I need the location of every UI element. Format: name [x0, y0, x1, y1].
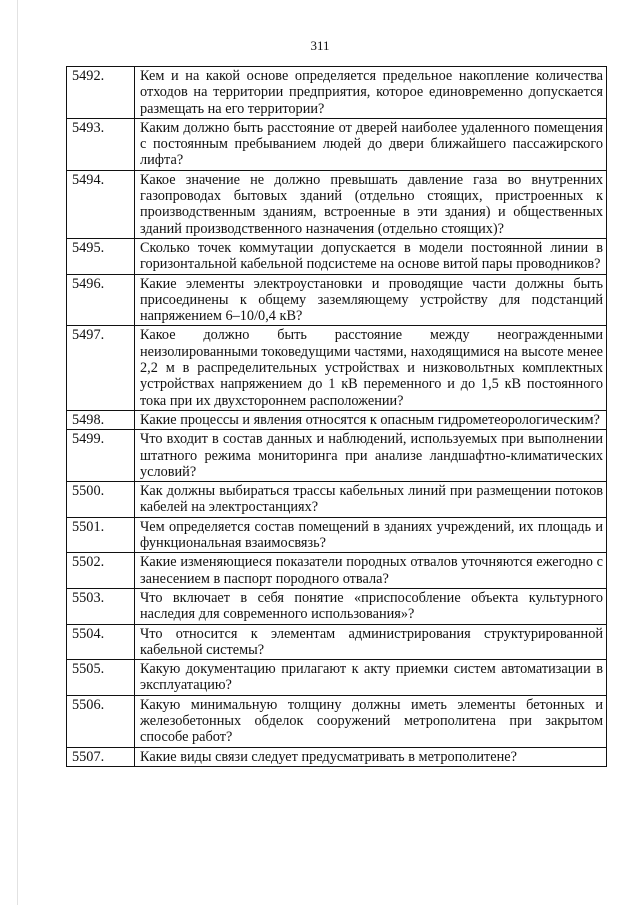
table-row — [67, 326, 607, 410]
question-text: Сколько точек коммутации допускается в модели постоянной линии в горизонтальной кабельной подсистеме на основе витой пары проводников? — [135, 238, 607, 274]
question-text: Какие процессы и явления относятся к опасным гидрометеорологическим? — [135, 410, 607, 429]
question-text: Какое значение не должно превышать давление газа во внутренних газопроводах бытовых зданий (отдельно стоящих, пристроенных к производственным зданиям, встроенные в эти здания) и общественных зданий производственного назначения (отдельно стоящих)? — [135, 170, 607, 238]
question-number: 5504. — [67, 624, 135, 660]
table-row — [67, 238, 607, 274]
table-row — [67, 410, 607, 429]
question-number: 5499. — [67, 430, 135, 482]
table-row — [67, 67, 607, 119]
question-text: Каким должно быть расстояние от дверей наиболее удаленного помещения с постоянным пребыванием людей до двери ближайшего пассажирского лифта? — [135, 118, 607, 170]
question-text: Какое должно быть расстояние между неогражденными неизолированными токоведущими частями, находящимися на высоте менее 2,2 м в распределительных устройствах и низковольтных комплектных устройствах напряжением до 1 кВ переменного и до 1,5 кВ постоянного тока при их двухстороннем расположении? — [135, 326, 607, 410]
question-text: Что включает в себя понятие «приспособление объекта культурного наследия для современного использования»? — [135, 588, 607, 624]
table-row — [67, 747, 607, 766]
scan-edge-line — [17, 0, 18, 905]
question-number: 5503. — [67, 588, 135, 624]
page-number: 311 — [310, 38, 330, 53]
table-row — [67, 517, 607, 553]
table-row — [67, 695, 607, 747]
question-text: Кем и на какой основе определяется предельное накопление количества отходов на территории предприятия, которое единовременно допускается размещать на его территории? — [135, 67, 607, 119]
table-row — [67, 588, 607, 624]
question-text: Какую документацию прилагают к акту приемки систем автоматизации в эксплуатацию? — [135, 660, 607, 696]
question-number: 5505. — [67, 660, 135, 696]
table-row — [67, 624, 607, 660]
table-row — [67, 274, 607, 326]
table-row — [67, 482, 607, 518]
question-text: Какие виды связи следует предусматривать в метрополитене? — [135, 747, 607, 766]
question-text: Что относится к элементам администрирования структурированной кабельной системы? — [135, 624, 607, 660]
question-number: 5501. — [67, 517, 135, 553]
question-number: 5500. — [67, 482, 135, 518]
question-number: 5492. — [67, 67, 135, 119]
question-number: 5495. — [67, 238, 135, 274]
question-text: Какие элементы электроустановки и проводящие части должны быть присоединены к общему заземляющему устройству для подстанций напряжением 6–10/0,4 кВ? — [135, 274, 607, 326]
question-text: Какие изменяющиеся показатели породных отвалов уточняются ежегодно с занесением в паспорт породного отвала? — [135, 553, 607, 589]
question-number: 5493. — [67, 118, 135, 170]
question-number: 5497. — [67, 326, 135, 410]
question-text: Чем определяется состав помещений в зданиях учреждений, их площадь и функциональная взаимосвязь? — [135, 517, 607, 553]
question-number: 5498. — [67, 410, 135, 429]
table-row — [67, 118, 607, 170]
questions-table — [66, 66, 607, 767]
question-text: Что входит в состав данных и наблюдений, используемых при выполнении штатного режима мониторинга при анализе ландшафтно-климатических условий? — [135, 430, 607, 482]
table-row — [67, 660, 607, 696]
question-number: 5506. — [67, 695, 135, 747]
question-number: 5494. — [67, 170, 135, 238]
table-row — [67, 553, 607, 589]
question-text: Какую минимальную толщину должны иметь элементы бетонных и железобетонных обделок сооружений метрополитена при закрытом способе работ? — [135, 695, 607, 747]
question-number: 5502. — [67, 553, 135, 589]
questions-table-body — [67, 67, 607, 767]
table-row — [67, 170, 607, 238]
table-row — [67, 430, 607, 482]
question-number: 5507. — [67, 747, 135, 766]
question-number: 5496. — [67, 274, 135, 326]
question-text: Как должны выбираться трассы кабельных линий при размещении потоков кабелей на электростанциях? — [135, 482, 607, 518]
